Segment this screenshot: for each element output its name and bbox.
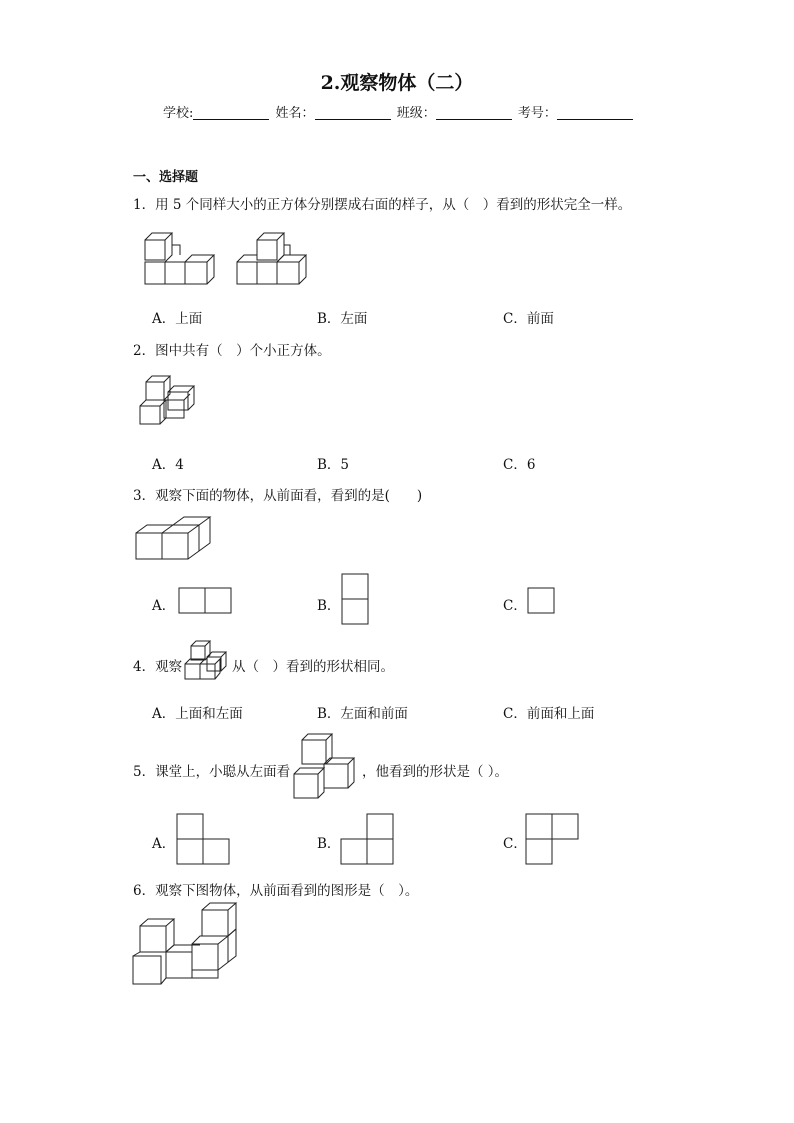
q2-figure <box>138 372 203 430</box>
q2-option-a[interactable]: A．4 <box>152 457 184 473</box>
school-label: 学校: <box>163 106 194 121</box>
q3-option-a[interactable]: A． <box>152 598 176 614</box>
q4-option-a[interactable]: A．上面和左面 <box>152 706 243 722</box>
q1-figure-left <box>140 230 220 288</box>
q1-option-c[interactable]: C．前面 <box>503 311 554 327</box>
class-blank[interactable] <box>436 106 512 120</box>
q4-option-c[interactable]: C．前面和上面 <box>503 706 595 722</box>
question-4-text-after: 从（ ）看到的形状相同。 <box>232 659 394 675</box>
q2-option-c[interactable]: C．6 <box>503 457 536 473</box>
q2-option-b[interactable]: B．5 <box>317 457 350 473</box>
q4-figure <box>181 638 231 686</box>
q4-option-b[interactable]: B．左面和前面 <box>317 706 408 722</box>
question-3-text: 3．观察下面的物体，从前面看，看到的是( ) <box>133 488 423 504</box>
q5-option-c[interactable]: C． <box>503 836 527 852</box>
q5-figure <box>292 732 362 802</box>
q3-figure <box>133 515 218 563</box>
q3-option-b-figure[interactable] <box>341 573 371 627</box>
q5-option-b-figure[interactable] <box>340 813 396 867</box>
q3-option-b[interactable]: B． <box>317 598 341 614</box>
q3-option-c[interactable]: C． <box>503 598 527 614</box>
question-5-text-before: 5．课堂上，小聪从左面看 <box>133 764 291 780</box>
school-blank[interactable] <box>193 106 269 120</box>
question-1-text: 1．用 5 个同样大小的正方体分别摆成右面的样子，从（ ）看到的形状完全一样。 <box>133 197 632 213</box>
exam-number-blank[interactable] <box>557 106 633 120</box>
name-blank[interactable] <box>315 106 391 120</box>
question-2-text: 2．图中共有（ ）个小正方体。 <box>133 343 331 359</box>
q1-figure-right <box>232 230 312 288</box>
q1-option-a[interactable]: A．上面 <box>152 311 203 327</box>
q5-option-a[interactable]: A． <box>152 836 176 852</box>
exam-number-label: 考号： <box>517 106 557 121</box>
student-info-line <box>163 102 635 121</box>
q5-option-b[interactable]: B． <box>317 836 341 852</box>
question-5-text-after: ，他看到的形状是（ ）。 <box>362 764 509 780</box>
question-4-text-before: 4．观察 <box>133 659 183 675</box>
page-title: 2.观察物体（二） <box>320 72 474 94</box>
q6-figure <box>130 900 242 988</box>
q3-option-c-figure[interactable] <box>527 587 557 615</box>
question-6-text: 6．观察下图物体，从前面看到的图形是（ ）。 <box>133 883 419 899</box>
section-heading: 一、选择题 <box>133 170 199 185</box>
class-label: 班级： <box>396 106 436 121</box>
name-label: 姓名： <box>275 106 315 121</box>
q1-option-b[interactable]: B．左面 <box>317 311 368 327</box>
q5-option-c-figure[interactable] <box>525 813 581 867</box>
q5-option-a-figure[interactable] <box>176 813 232 867</box>
q3-option-a-figure[interactable] <box>178 587 234 615</box>
